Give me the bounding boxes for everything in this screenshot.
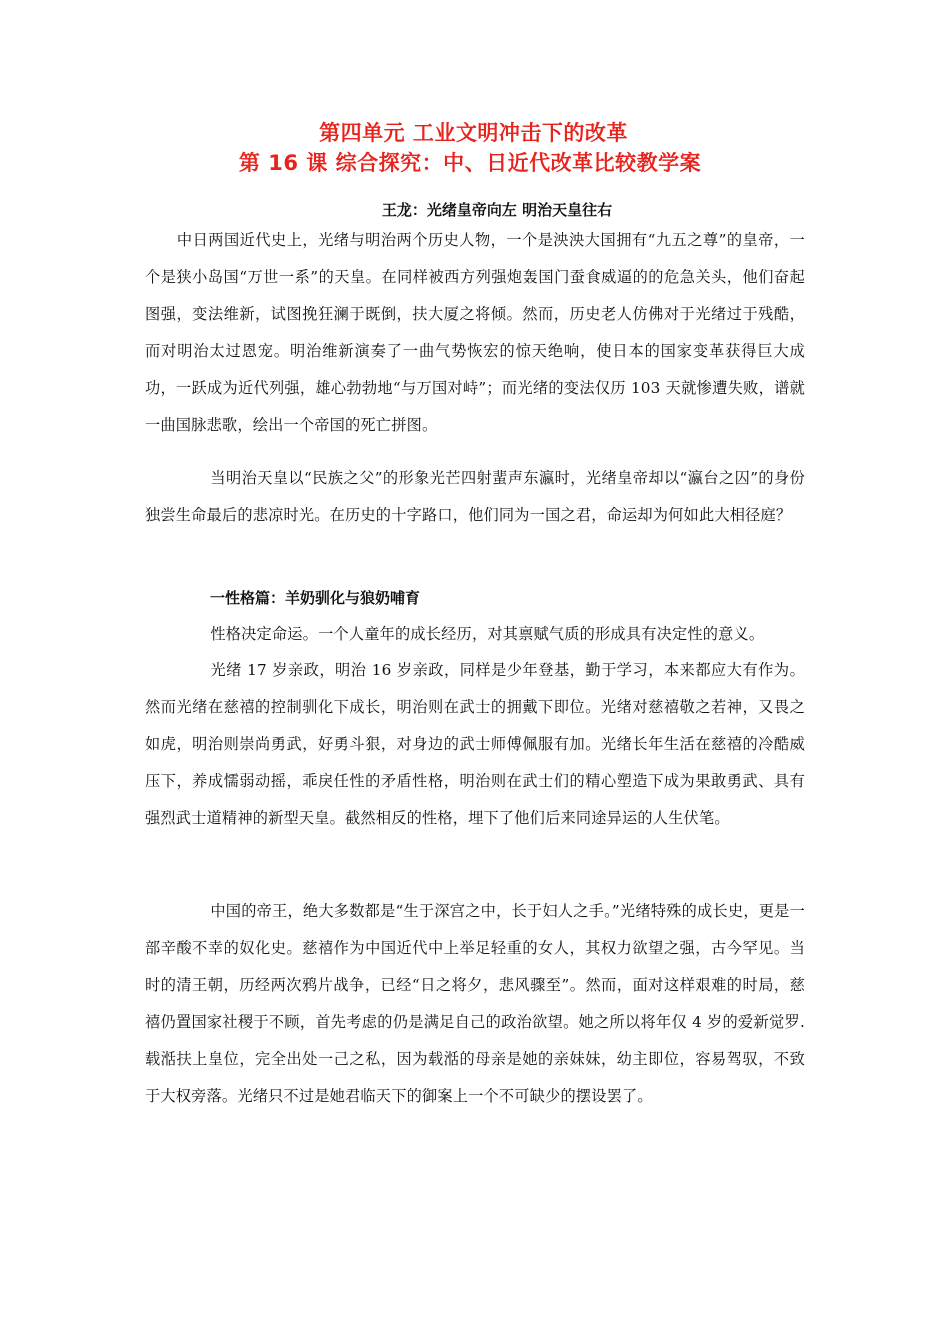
character-intro-paragraph: 性格决定命运。一个人童年的成长经历，对其禀赋气质的形成具有决定性的意义。 [210, 625, 765, 643]
lesson-title: 第 16 课 综合探究：中、日近代改革比较教学案 [238, 151, 702, 175]
document-title [0, 118, 950, 178]
section-heading: 一性格篇：羊奶驯化与狼奶哺育 [210, 589, 421, 607]
cixi-story-block [145, 893, 805, 1115]
article-subtitle: 王龙：光绪皇帝向左 明治天皇往右 [381, 201, 613, 219]
unit-title: 第四单元 工业文明冲击下的改革 [319, 121, 628, 145]
intro-paragraph: 中日两国近代史上，光绪与明治两个历史人物，一个是泱泱大国拥有“九五之尊”的皇帝，一个是狭小岛国“万世一系”的天皇。在同样被西方列强炮轰国门蚕食威逼的的危急关头，他们奋起图强，变法维新，试图挽狂澜于既倒，扶大厦之将倾。然而，历史老人仿佛对于光绪过于残酷，而对明治太过恩宠。明治维新演奏了一曲气势恢宏的惊天绝响，使日本的国家变革获得巨大成功，一跃成为近代列强，雄心勃勃地“与万国对峙”；而光绪的变法仅历 103 天就惨遭失败，谱就一曲国脉悲歌，绘出一个帝国的死亡拼图。 [145, 231, 805, 434]
character-compare-paragraph: 光绪 17 岁亲政，明治 16 岁亲政，同样是少年登基，勤于学习，本来都应大有作为。然而光绪在慈禧的控制驯化下成长，明治则在武士的拥戴下即位。光绪对慈禧敬之若神，又畏之如虎，明治则崇尚勇武，好勇斗狠，对身边的武士师傅佩服有加。光绪长年生活在慈禧的冷酷威压下，养成懦弱动摇，乖戾任性的矛盾性格，明治则在武士们的精心塑造下成为果敢勇武、具有强烈武士道精神的新型天皇。截然相反的性格，埋下了他们后来同途异运的人生伏笔。 [145, 661, 805, 827]
cixi-story-paragraph: 中国的帝王，绝大多数都是“生于深宫之中，长于妇人之手。”光绪特殊的成长史，更是一部辛酸不幸的奴化史。慈禧作为中国近代中上举足轻重的女人，其权力欲望之强，古今罕见。当时的清王朝，历经两次鸦片战争，已经“日之将夕，悲风骤至”。然而，面对这样艰难的时局，慈禧仍置国家社稷于不顾，首先考虑的仍是满足自己的政治欲望。她之所以将年仅 4 岁的爱新觉罗.载湉扶上皇位，完全出处一己之私，因为载湉的母亲是她的亲妹妹，幼主即位，容易驾驭，不致于大权旁落。光绪只不过是她君临天下的御案上一个不可缺少的摆设罢了。 [145, 902, 805, 1105]
character-compare-block [145, 652, 805, 837]
intro-paragraph-block [145, 222, 805, 444]
question-paragraph-block [145, 460, 805, 534]
character-intro-block [145, 616, 805, 653]
question-paragraph: 当明治天皇以“民族之父”的形象光芒四射蜚声东瀛时，光绪皇帝却以“瀛台之囚”的身份独尝生命最后的悲凉时光。在历史的十字路口，他们同为一国之君，命运却为何如此大相径庭？ [145, 469, 805, 524]
